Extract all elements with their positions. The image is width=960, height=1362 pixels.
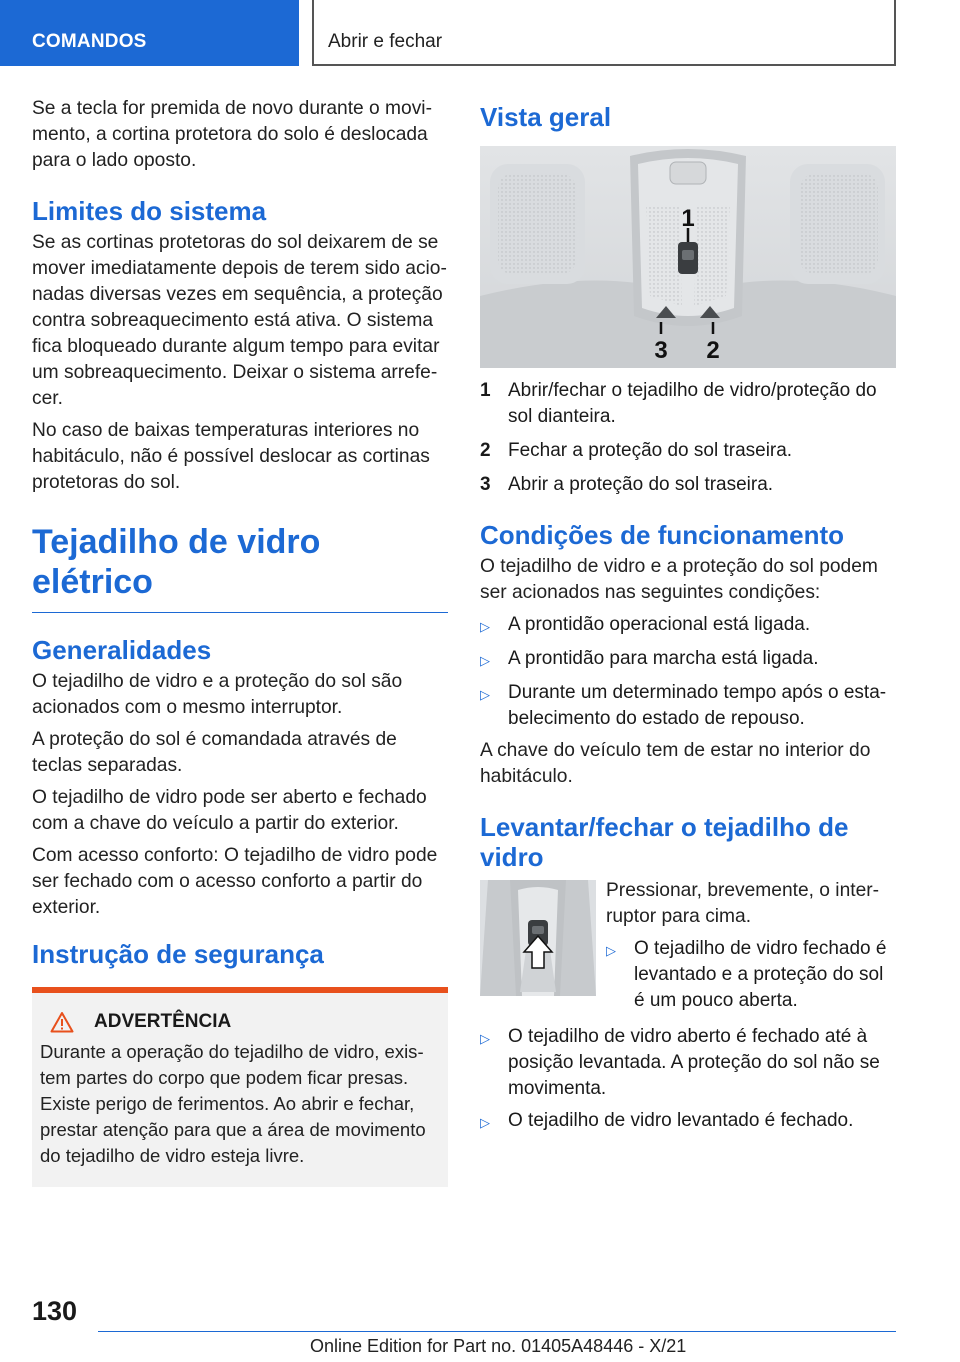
conditions-list <box>480 612 896 732</box>
page-header <box>0 0 960 66</box>
limits-paragraph-1: Se as cortinas protetoras do sol deixarem de se mover imediatamente depois de terem sido acionadas diversas vezes em sequência, a proteção contra sobreaquecimento está ativa. O sistema fica bloqueado durante algum tempo para evitar um sobreaquecimento. Deixar o sistema arrefecer. <box>32 232 447 409</box>
bullet-triangle-icon: ▷ <box>606 943 616 958</box>
list-item: ▷ A prontidão para marcha está ligada. <box>480 646 896 674</box>
bullet-triangle-icon: ▷ <box>480 653 490 668</box>
list-item: 2 Fechar a proteção do sol traseira. <box>480 440 793 461</box>
bullet-triangle-icon: ▷ <box>480 1031 490 1046</box>
list-item: ▷ O tejadilho de vidro fechado é levantado e a proteção do sol é um pouco aberta. <box>606 936 896 1014</box>
callout-label-1: 1 <box>681 205 695 232</box>
list-item: ▷ Durante um determinado tempo após o estabelecimento do estado de repouso. <box>480 680 896 732</box>
overview-heading: Vista geral <box>480 102 612 132</box>
breadcrumb: Abrir e fechar <box>312 0 896 66</box>
limits-heading: Limites do sistema <box>32 196 267 226</box>
limits-paragraph-2: No caso de baixas temperaturas interiores no habitáculo, não é possível deslocar as cortinas protetoras do sol. <box>32 420 430 493</box>
left-column <box>32 96 448 1187</box>
general-paragraph-3: O tejadilho de vidro pode ser aberto e fechado com a chave do veículo a partir do exterior. <box>32 787 427 834</box>
right-column <box>480 96 896 1142</box>
roof-control-panel-image <box>480 146 896 368</box>
switch-up-image <box>480 880 596 996</box>
list-item: 1 Abrir/fechar o tejadilho de vidro/proteção do sol dianteira. <box>480 380 877 427</box>
general-paragraph-1: O tejadilho de vidro e a proteção do sol são acionados com o mesmo interruptor. <box>32 671 403 718</box>
bullet-triangle-icon: ▷ <box>480 687 490 702</box>
footer-edition: Online Edition for Part no. 01405A48446 - X/21 <box>310 1336 687 1356</box>
intro-paragraph: Se a tecla for premida de novo durante o movimento, a cortina protetora do solo é deslocada para o lado oposto. <box>32 98 432 171</box>
conditions-outro: A chave do veículo tem de estar no interior do habitáculo. <box>480 740 871 787</box>
general-heading: Generalidades <box>32 635 212 665</box>
bullet-triangle-icon: ▷ <box>480 619 490 634</box>
general-paragraph-2: A proteção do sol é comandada através de teclas separadas. <box>32 729 397 776</box>
safety-heading: Instrução de segurança <box>32 939 324 969</box>
general-paragraph-4: Com acesso conforto: O tejadilho de vidro pode ser fechado com o acesso conforto a partir do exterior. <box>32 845 438 918</box>
warning-title: ADVERTÊNCIA <box>94 1011 232 1032</box>
conditions-heading: Condições de funcionamento <box>480 520 845 550</box>
warning-triangle-icon <box>50 1011 74 1033</box>
chapter-title: Tejadilho de vidro elétrico <box>32 522 448 613</box>
raise-intro: Pressionar, brevemente, o interruptor para cima. <box>606 880 880 927</box>
conditions-intro: O tejadilho de vidro e a proteção do sol podem ser acionados nas seguintes condições: <box>480 556 878 603</box>
page-number: 130 <box>32 1296 78 1326</box>
list-item: ▷ O tejadilho de vidro levantado é fechado. <box>480 1108 896 1136</box>
list-item: ▷ O tejadilho de vidro aberto é fechado até à posição levantada. A proteção do sol não se movimenta. <box>480 1024 896 1102</box>
overview-list <box>480 378 896 498</box>
callout-label-2: 2 <box>706 337 720 364</box>
warning-box <box>32 987 448 1187</box>
bullet-triangle-icon: ▷ <box>480 1115 490 1130</box>
list-item: 3 Abrir a proteção do sol traseira. <box>480 474 774 495</box>
list-item: ▷ A prontidão operacional está ligada. <box>480 612 896 640</box>
raise-list <box>480 1024 896 1136</box>
callout-label-3: 3 <box>654 337 668 364</box>
warning-text: Durante a operação do tejadilho de vidro, existem partes do corpo que podem ficar presas. Existe perigo de ferimentos. Ao abrir e fechar, prestar atenção para que a área de movimento do tejadilho de vidro esteja livre. <box>40 1041 426 1166</box>
raise-heading: Levantar/fechar o tejadilho de vidro <box>480 812 849 872</box>
section-tab: COMANDOS <box>0 0 299 66</box>
footer-divider <box>98 1331 896 1332</box>
